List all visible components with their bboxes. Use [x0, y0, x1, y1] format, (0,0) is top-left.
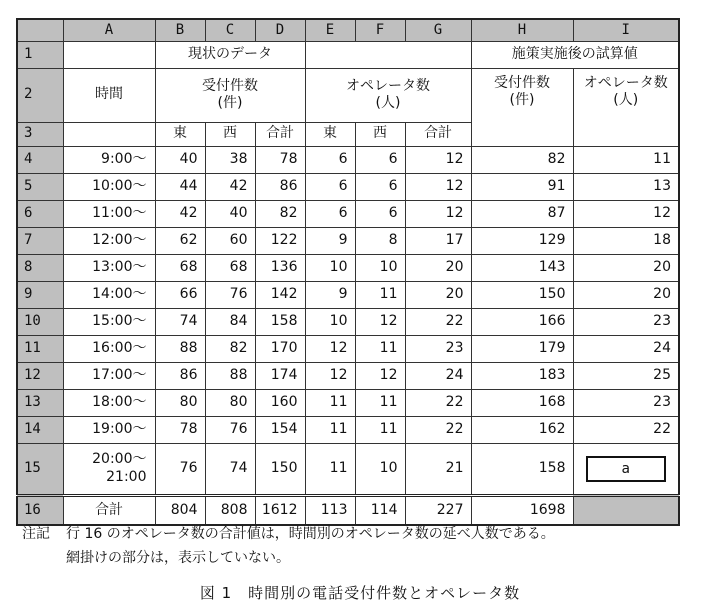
i-operators-label: オペレータ数	[583, 74, 668, 91]
estimated-operators-cell[interactable]: 18	[573, 227, 679, 254]
time-cell[interactable]: 17:00〜	[63, 362, 155, 389]
west-operators-cell[interactable]: 10	[355, 254, 405, 281]
total-operators-cell[interactable]: 20	[405, 254, 471, 281]
sheet-row-8	[17, 254, 679, 281]
received-count-label: 受付件数	[202, 77, 258, 94]
total-west-received[interactable]: 808	[205, 495, 255, 525]
sheet-row-1	[17, 41, 679, 68]
col-header-i[interactable]: I	[573, 19, 679, 41]
total-east-operators[interactable]: 113	[305, 495, 355, 525]
h-received-heading[interactable]	[471, 68, 573, 146]
east-operators-cell[interactable]: 11	[305, 443, 355, 495]
notes-label: 注記	[22, 526, 50, 542]
west-received-cell[interactable]: 40	[205, 200, 255, 227]
estimated-received-cell[interactable]: 129	[471, 227, 573, 254]
east-heading-e[interactable]: 東	[305, 122, 355, 146]
estimated-operators-cell[interactable]: 11	[573, 146, 679, 173]
time-heading[interactable]: 時間	[63, 68, 155, 122]
east-operators-cell[interactable]: 11	[305, 416, 355, 443]
total-received-cell[interactable]: 82	[255, 200, 305, 227]
time-cell[interactable]: 9:00〜	[63, 146, 155, 173]
sheet-row-14	[17, 416, 679, 443]
column-header-row	[17, 19, 679, 41]
west-received-cell[interactable]: 38	[205, 146, 255, 173]
h-received-unit: (件)	[509, 92, 535, 108]
total-heading-g[interactable]: 合計	[405, 122, 471, 146]
answer-cell[interactable]	[573, 443, 679, 495]
operators-label: オペレータ数	[346, 77, 430, 94]
sheet-row-12	[17, 362, 679, 389]
sheet-row-15	[17, 443, 679, 495]
col-header-f[interactable]: F	[355, 19, 405, 41]
west-received-cell[interactable]: 88	[205, 362, 255, 389]
sheet-row-4	[17, 146, 679, 173]
east-operators-cell[interactable]: 11	[305, 389, 355, 416]
east-received-cell[interactable]: 86	[155, 362, 205, 389]
estimated-operators-cell[interactable]: 22	[573, 416, 679, 443]
west-operators-cell[interactable]: 6	[355, 146, 405, 173]
estimated-operators-cell[interactable]: 25	[573, 362, 679, 389]
east-received-cell[interactable]: 80	[155, 389, 205, 416]
time-cell[interactable]: 14:00〜	[63, 281, 155, 308]
east-operators-cell[interactable]: 6	[305, 146, 355, 173]
west-received-cell[interactable]: 68	[205, 254, 255, 281]
east-operators-cell[interactable]: 12	[305, 335, 355, 362]
sheet-row-10	[17, 308, 679, 335]
east-received-cell[interactable]: 44	[155, 173, 205, 200]
estimated-operators-cell[interactable]: 23	[573, 308, 679, 335]
cell-e1[interactable]	[305, 41, 471, 68]
estimated-operators-cell[interactable]: 24	[573, 335, 679, 362]
time-cell-two-line[interactable]	[63, 443, 155, 495]
operators-heading[interactable]	[305, 68, 471, 122]
west-operators-cell[interactable]: 11	[355, 335, 405, 362]
east-operators-cell[interactable]: 6	[305, 173, 355, 200]
west-received-cell[interactable]: 82	[205, 335, 255, 362]
cell-a1[interactable]	[63, 41, 155, 68]
time-range-start: 20:00〜	[92, 451, 147, 467]
row-header-7[interactable]: 7	[17, 227, 63, 254]
row-header-15[interactable]: 15	[17, 443, 63, 495]
total-operators-cell[interactable]: 21	[405, 443, 471, 495]
east-heading-b[interactable]: 東	[155, 122, 205, 146]
sheet-row-2	[17, 68, 679, 122]
notes-text-1: 行 16 のオペレータ数の合計値は，時間別のオペレータ数の延べ人数である。	[66, 526, 555, 542]
east-received-cell[interactable]: 74	[155, 308, 205, 335]
estimated-received-cell[interactable]: 166	[471, 308, 573, 335]
col-header-h[interactable]: H	[471, 19, 573, 41]
total-operators-cell[interactable]: 12	[405, 200, 471, 227]
spreadsheet-table	[16, 18, 680, 526]
hidden-shaded-cell[interactable]	[573, 495, 679, 525]
figure-caption: 図 1 時間別の電話受付件数とオペレータ数	[199, 584, 521, 602]
operators-unit-label: (人)	[375, 95, 401, 111]
west-operators-cell[interactable]: 11	[355, 281, 405, 308]
east-received-cell[interactable]: 76	[155, 443, 205, 495]
total-received-cell[interactable]: 174	[255, 362, 305, 389]
east-operators-cell[interactable]: 9	[305, 227, 355, 254]
col-header-b[interactable]: B	[155, 19, 205, 41]
sheet-row-13	[17, 389, 679, 416]
notes-block	[22, 522, 555, 570]
sheet-row-5	[17, 173, 679, 200]
east-received-cell[interactable]: 68	[155, 254, 205, 281]
sheet-row-7	[17, 227, 679, 254]
total-operators-cell[interactable]: 22	[405, 308, 471, 335]
time-range-end: 21:00	[106, 468, 147, 485]
west-operators-cell[interactable]: 10	[355, 443, 405, 495]
west-received-cell[interactable]: 74	[205, 443, 255, 495]
estimated-operators-cell[interactable]: 20	[573, 254, 679, 281]
total-operators-cell[interactable]: 17	[405, 227, 471, 254]
west-received-cell[interactable]: 80	[205, 389, 255, 416]
row-header-5[interactable]: 5	[17, 173, 63, 200]
sheet-row-6	[17, 200, 679, 227]
west-received-cell[interactable]: 42	[205, 173, 255, 200]
time-cell[interactable]: 15:00〜	[63, 308, 155, 335]
estimated-operators-cell[interactable]: 13	[573, 173, 679, 200]
east-received-cell[interactable]: 40	[155, 146, 205, 173]
row-header-8[interactable]: 8	[17, 254, 63, 281]
east-received-cell[interactable]: 88	[155, 335, 205, 362]
received-count-heading[interactable]	[155, 68, 305, 122]
i-operators-heading[interactable]	[573, 68, 679, 146]
total-received-cell[interactable]: 158	[255, 308, 305, 335]
east-received-cell[interactable]: 62	[155, 227, 205, 254]
west-received-cell[interactable]: 60	[205, 227, 255, 254]
total-operators-cell[interactable]: 24	[405, 362, 471, 389]
west-operators-cell[interactable]: 11	[355, 416, 405, 443]
total-estimated-received[interactable]: 1698	[471, 495, 573, 525]
time-cell[interactable]: 11:00〜	[63, 200, 155, 227]
row-header-16[interactable]: 16	[17, 495, 63, 525]
after-measures-heading[interactable]: 施策実施後の試算値	[471, 41, 679, 68]
sheet-row-11	[17, 335, 679, 362]
total-all-operators[interactable]: 227	[405, 495, 471, 525]
estimated-received-cell[interactable]: 168	[471, 389, 573, 416]
total-operators-cell[interactable]: 22	[405, 389, 471, 416]
col-header-c[interactable]: C	[205, 19, 255, 41]
total-operators-cell[interactable]: 22	[405, 416, 471, 443]
row-header-9[interactable]: 9	[17, 281, 63, 308]
row-header-2[interactable]: 2	[17, 68, 63, 122]
total-received-cell[interactable]: 150	[255, 443, 305, 495]
h-received-label: 受付件数	[494, 74, 550, 91]
east-operators-cell[interactable]: 10	[305, 308, 355, 335]
time-cell[interactable]: 19:00〜	[63, 416, 155, 443]
time-cell[interactable]: 12:00〜	[63, 227, 155, 254]
row-header-12[interactable]: 12	[17, 362, 63, 389]
estimated-received-cell[interactable]: 91	[471, 173, 573, 200]
west-operators-cell[interactable]: 12	[355, 362, 405, 389]
east-operators-cell[interactable]: 10	[305, 254, 355, 281]
row-header-13[interactable]: 13	[17, 389, 63, 416]
total-operators-cell[interactable]: 20	[405, 281, 471, 308]
time-cell[interactable]: 10:00〜	[63, 173, 155, 200]
col-header-g[interactable]: G	[405, 19, 471, 41]
estimated-received-cell[interactable]: 150	[471, 281, 573, 308]
west-operators-cell[interactable]: 6	[355, 173, 405, 200]
sheet-row-9	[17, 281, 679, 308]
west-operators-cell[interactable]: 11	[355, 389, 405, 416]
east-operators-cell[interactable]: 9	[305, 281, 355, 308]
col-header-e[interactable]: E	[305, 19, 355, 41]
west-received-cell[interactable]: 76	[205, 281, 255, 308]
total-received-cell[interactable]: 78	[255, 146, 305, 173]
east-operators-cell[interactable]: 12	[305, 362, 355, 389]
total-all-received[interactable]: 1612	[255, 495, 305, 525]
row-header-6[interactable]: 6	[17, 200, 63, 227]
time-cell[interactable]: 16:00〜	[63, 335, 155, 362]
i-operators-unit: (人)	[613, 92, 639, 108]
row-header-11[interactable]: 11	[17, 335, 63, 362]
current-data-heading[interactable]: 現状のデータ	[155, 41, 305, 68]
west-heading-f[interactable]: 西	[355, 122, 405, 146]
cell-a3[interactable]	[63, 122, 155, 146]
total-received-cell[interactable]: 122	[255, 227, 305, 254]
estimated-received-cell[interactable]: 143	[471, 254, 573, 281]
row-header-3[interactable]: 3	[17, 122, 63, 146]
estimated-received-cell[interactable]: 162	[471, 416, 573, 443]
estimated-operators-cell[interactable]: 23	[573, 389, 679, 416]
total-received-cell[interactable]: 154	[255, 416, 305, 443]
west-operators-cell[interactable]: 6	[355, 200, 405, 227]
west-heading-c[interactable]: 西	[205, 122, 255, 146]
west-operators-cell[interactable]: 8	[355, 227, 405, 254]
row-header-4[interactable]: 4	[17, 146, 63, 173]
time-cell[interactable]: 18:00〜	[63, 389, 155, 416]
estimated-received-cell[interactable]: 158	[471, 443, 573, 495]
total-received-cell[interactable]: 160	[255, 389, 305, 416]
estimated-received-cell[interactable]: 82	[471, 146, 573, 173]
total-east-received[interactable]: 804	[155, 495, 205, 525]
row-header-10[interactable]: 10	[17, 308, 63, 335]
corner-cell[interactable]	[17, 19, 63, 41]
total-received-cell[interactable]: 142	[255, 281, 305, 308]
total-west-operators[interactable]: 114	[355, 495, 405, 525]
total-received-cell[interactable]: 136	[255, 254, 305, 281]
total-received-cell[interactable]: 86	[255, 173, 305, 200]
estimated-received-cell[interactable]: 87	[471, 200, 573, 227]
estimated-received-cell[interactable]: 183	[471, 362, 573, 389]
sheet-row-16	[17, 495, 679, 525]
col-header-a[interactable]: A	[63, 19, 155, 41]
row-header-1[interactable]: 1	[17, 41, 63, 68]
total-operators-cell[interactable]: 23	[405, 335, 471, 362]
received-unit-label: (件)	[217, 95, 243, 111]
east-operators-cell[interactable]: 6	[305, 200, 355, 227]
total-operators-cell[interactable]: 12	[405, 173, 471, 200]
total-heading-d[interactable]: 合計	[255, 122, 305, 146]
answer-box-a: a	[586, 456, 666, 482]
total-operators-cell[interactable]: 12	[405, 146, 471, 173]
estimated-operators-cell[interactable]: 12	[573, 200, 679, 227]
east-received-cell[interactable]: 78	[155, 416, 205, 443]
row-header-14[interactable]: 14	[17, 416, 63, 443]
notes-line-1	[22, 522, 555, 546]
east-received-cell[interactable]: 66	[155, 281, 205, 308]
west-received-cell[interactable]: 76	[205, 416, 255, 443]
time-cell[interactable]: 13:00〜	[63, 254, 155, 281]
col-header-d[interactable]: D	[255, 19, 305, 41]
estimated-received-cell[interactable]: 179	[471, 335, 573, 362]
west-received-cell[interactable]: 84	[205, 308, 255, 335]
estimated-operators-cell[interactable]: 20	[573, 281, 679, 308]
west-operators-cell[interactable]: 12	[355, 308, 405, 335]
east-received-cell[interactable]: 42	[155, 200, 205, 227]
total-received-cell[interactable]: 170	[255, 335, 305, 362]
notes-text-2: 網掛けの部分は，表示していない。	[66, 550, 290, 566]
total-label-cell[interactable]: 合計	[63, 495, 155, 525]
